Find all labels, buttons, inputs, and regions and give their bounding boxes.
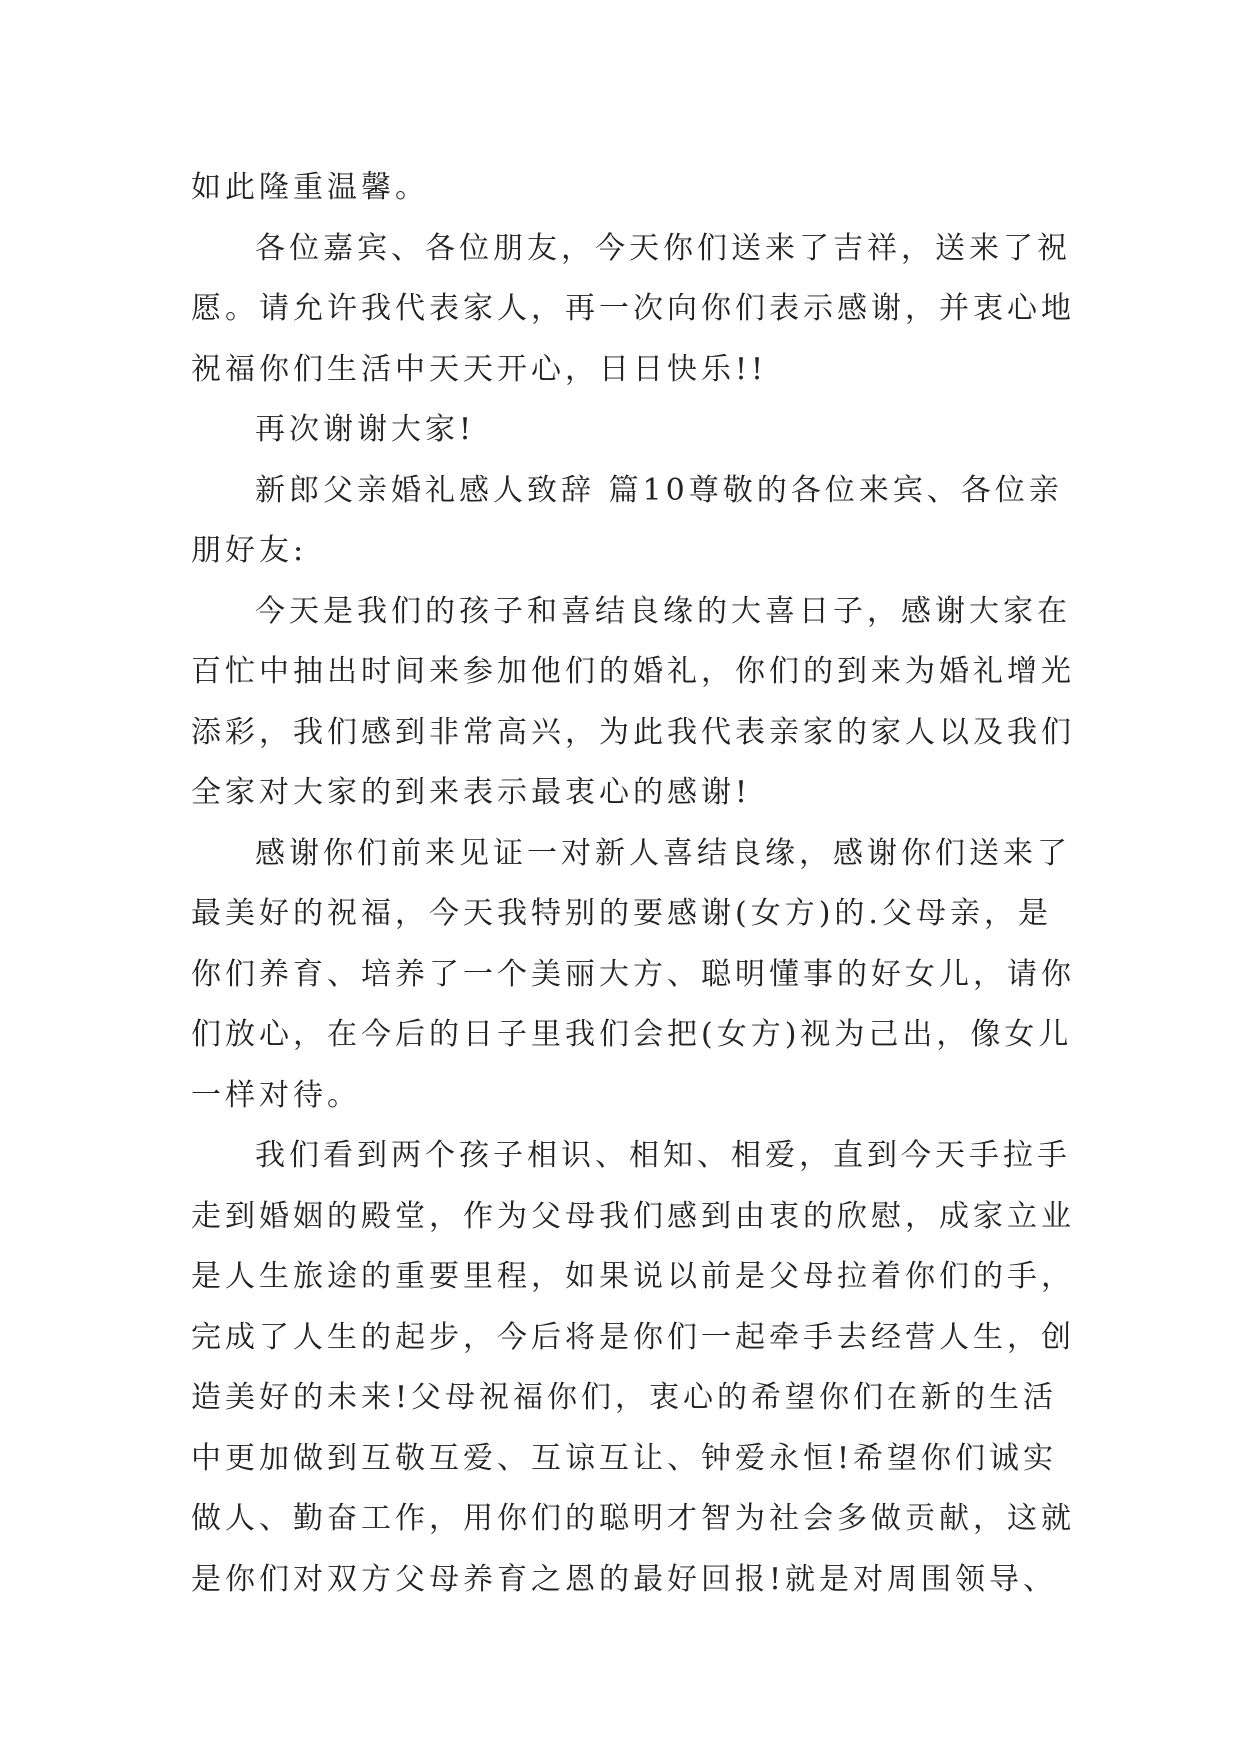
text-line: 中更加做到互敬互爱、互谅互让、钟爱永恒!希望你们诚实 <box>191 1440 1058 1476</box>
text-line: 再次谢谢大家! <box>255 412 476 447</box>
text-line: 们放心，在今后的日子里我们会把(女方)视为己出，像女儿 <box>191 1017 1073 1052</box>
text-line: 造美好的未来!父母祝福你们，衷心的希望你们在新的生活 <box>191 1380 1058 1415</box>
text-line: 一样对待。 <box>191 1077 361 1113</box>
text-line: 最美好的祝福，今天我特别的要感谢(女方)的.父母亲，是 <box>191 896 1052 931</box>
text-line: 感谢你们前来见证一对新人喜结良缘，感谢你们送来了 <box>255 835 1071 871</box>
text-line: 百忙中抽出时间来参加他们的婚礼，你们的到来为婚礼增光 <box>191 654 1075 689</box>
body-text <box>191 158 1075 1610</box>
text-line: 完成了人生的起步，今后将是你们一起牵手去经营人生，创 <box>191 1319 1075 1355</box>
text-line: 新郎父亲婚礼感人致辞 篇10尊敬的各位来宾、各位亲 <box>255 472 1063 508</box>
text-line: 走到婚姻的殿堂，作为父母我们感到由衷的欣慰，成家立业 <box>191 1198 1075 1234</box>
text-line: 如此隆重温馨。 <box>191 170 429 205</box>
text-line: 今天是我们的孩子和喜结良缘的大喜日子，感谢大家在 <box>255 593 1071 629</box>
text-line: 朋好友: <box>191 533 308 568</box>
text-line: 是人生旅途的重要里程，如果说以前是父母拉着你们的手， <box>191 1259 1075 1294</box>
text-line: 做人、勤奋工作，用你们的聪明才智为社会多做贡献，这就 <box>191 1501 1075 1536</box>
text-line: 是你们对双方父母养育之恩的最好回报!就是对周围领导、 <box>191 1561 1058 1597</box>
text-line: 各位嘉宾、各位朋友，今天你们送来了吉祥，送来了祝 <box>255 230 1071 266</box>
text-line: 添彩，我们感到非常高兴，为此我代表亲家的家人以及我们 <box>191 714 1075 750</box>
text-line: 你们养育、培养了一个美丽大方、聪明懂事的好女儿，请你 <box>191 956 1075 992</box>
text-line: 全家对大家的到来表示最衷心的感谢! <box>191 775 752 810</box>
text-line: 愿。请允许我代表家人，再一次向你们表示感谢，并衷心地 <box>191 291 1075 326</box>
text-line: 我们看到两个孩子相识、相知、相爱，直到今天手拉手 <box>255 1138 1071 1173</box>
text-line: 祝福你们生活中天天开心，日日快乐!! <box>191 351 768 387</box>
